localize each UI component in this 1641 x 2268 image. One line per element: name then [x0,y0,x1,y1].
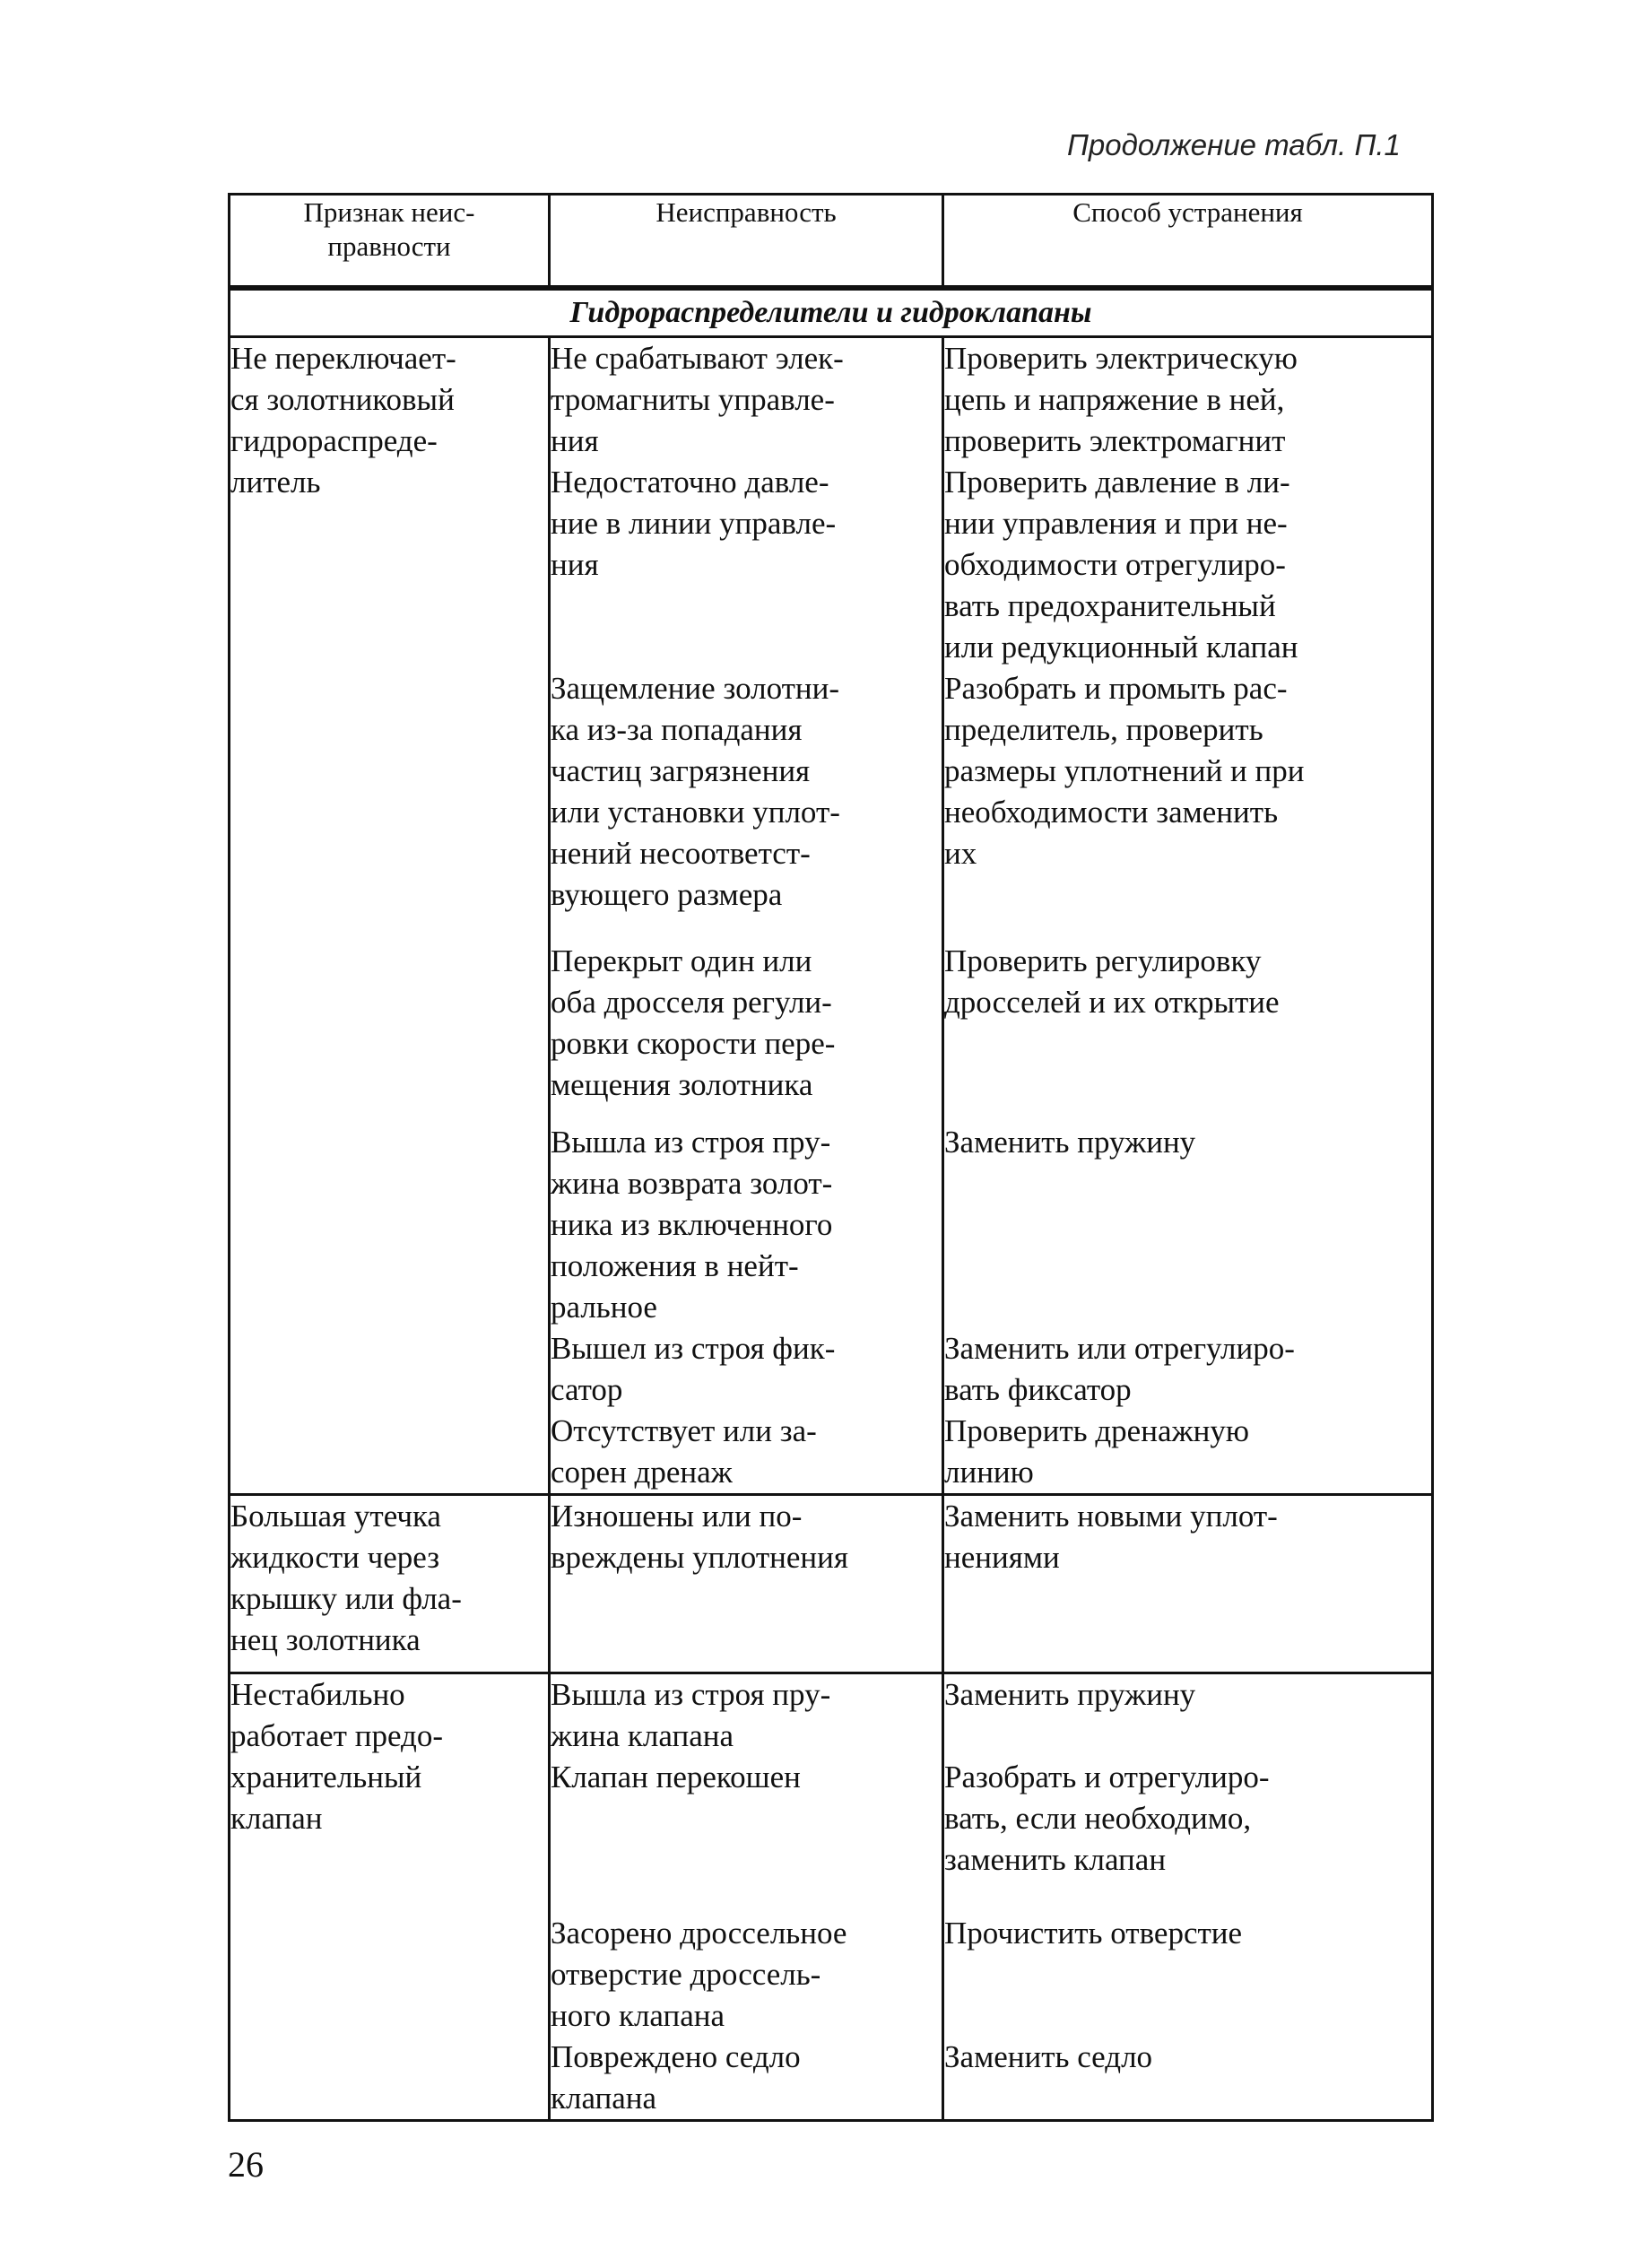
remedy-text: Заменить седло [944,2039,1153,2074]
table-row [230,1495,1433,1673]
symptom-cell [230,1673,550,2121]
remedy-text: Проверить электрическую цепь и напряжение в ней, проверить электромагнит [944,341,1298,458]
header-symptom [230,195,550,289]
fault-text: Вышла из строя пру- жина клапана [551,1677,831,1753]
section-title: Гидрораспределители и гидроклапаны [230,288,1433,337]
symptom-text: Не переключает- ся золотниковый гидрораспреде- литель [230,341,456,500]
header-symptom-label: Признак неис- правности [303,196,475,262]
fault-cell [550,337,943,1495]
fault-text: Отсутствует или за- сорен дренаж [551,1413,817,1490]
remedy-cell [943,1673,1433,2121]
troubleshooting-table [228,193,1434,2122]
remedy-text: Заменить пружину [944,1677,1196,1712]
table-row [230,1673,1433,2121]
symptom-cell [230,337,550,1495]
remedy-cell [943,1495,1433,1673]
symptom-text: Большая утечка жидкости через крышку или фла- нец золотника [230,1499,462,1657]
fault-cell [550,1495,943,1673]
remedy-text: Проверить регулировку дросселей и их открытие [944,943,1280,1020]
remedy-text: Проверить дренажную линию [944,1413,1250,1490]
table-header-row [230,195,1433,289]
remedy-text: Проверить давление в ли- нии управления и при не- обходимости отрегулиро- вать предохранительный или редукционный клапан [944,465,1298,665]
symptom-cell [230,1495,550,1673]
remedy-text: Заменить пружину [944,1125,1196,1160]
fault-text: Повреждено седло клапана [551,2039,801,2116]
section-row [230,288,1433,337]
header-remedy-label: Способ устранения [1072,196,1303,228]
fault-cell [550,1673,943,2121]
fault-text: Клапан перекошен [551,1760,801,1794]
remedy-cell [943,337,1433,1495]
header-remedy [943,195,1433,289]
header-fault-label: Неисправность [656,196,837,228]
remedy-text: Разобрать и промыть рас- пределитель, проверить размеры уплотнений и при необходимости заменить их [944,671,1305,871]
fault-text: Не срабатывают элек- тромагниты управле- ния [551,341,844,458]
page-number: 26 [228,2144,264,2185]
fault-text: Перекрыт один или оба дросселя регули- ровки скорости пере- мещения золотника [551,943,836,1102]
remedy-text: Заменить или отрегулиро- вать фиксатор [944,1331,1295,1407]
fault-text: Недостаточно давле- ние в линии управле- ния [551,465,837,582]
remedy-text: Прочистить отверстие [944,1916,1243,1951]
fault-text: Изношены или по- вреждены уплотнения [551,1499,848,1575]
header-fault [550,195,943,289]
table-caption: Продолжение табл. П.1 [1067,128,1401,161]
fault-text: Засорено дроссельное отверстие дроссель- ного клапана [551,1916,847,2033]
fault-text: Защемление золотни- ка из-за попадания частиц загрязнения или установки уплот- нений несоответст- вующего размера [551,671,840,912]
fault-text: Вышла из строя пру- жина возврата золот- ника из включенного положения в нейт- ральное [551,1125,833,1325]
table-row [230,337,1433,1495]
remedy-text: Разобрать и отрегулиро- вать, если необходимо, заменить клапан [944,1760,1270,1877]
remedy-text: Заменить новыми уплот- нениями [944,1499,1278,1575]
symptom-text: Нестабильно работает предо- хранительный клапан [230,1677,443,1836]
fault-text: Вышел из строя фик- сатор [551,1331,836,1407]
